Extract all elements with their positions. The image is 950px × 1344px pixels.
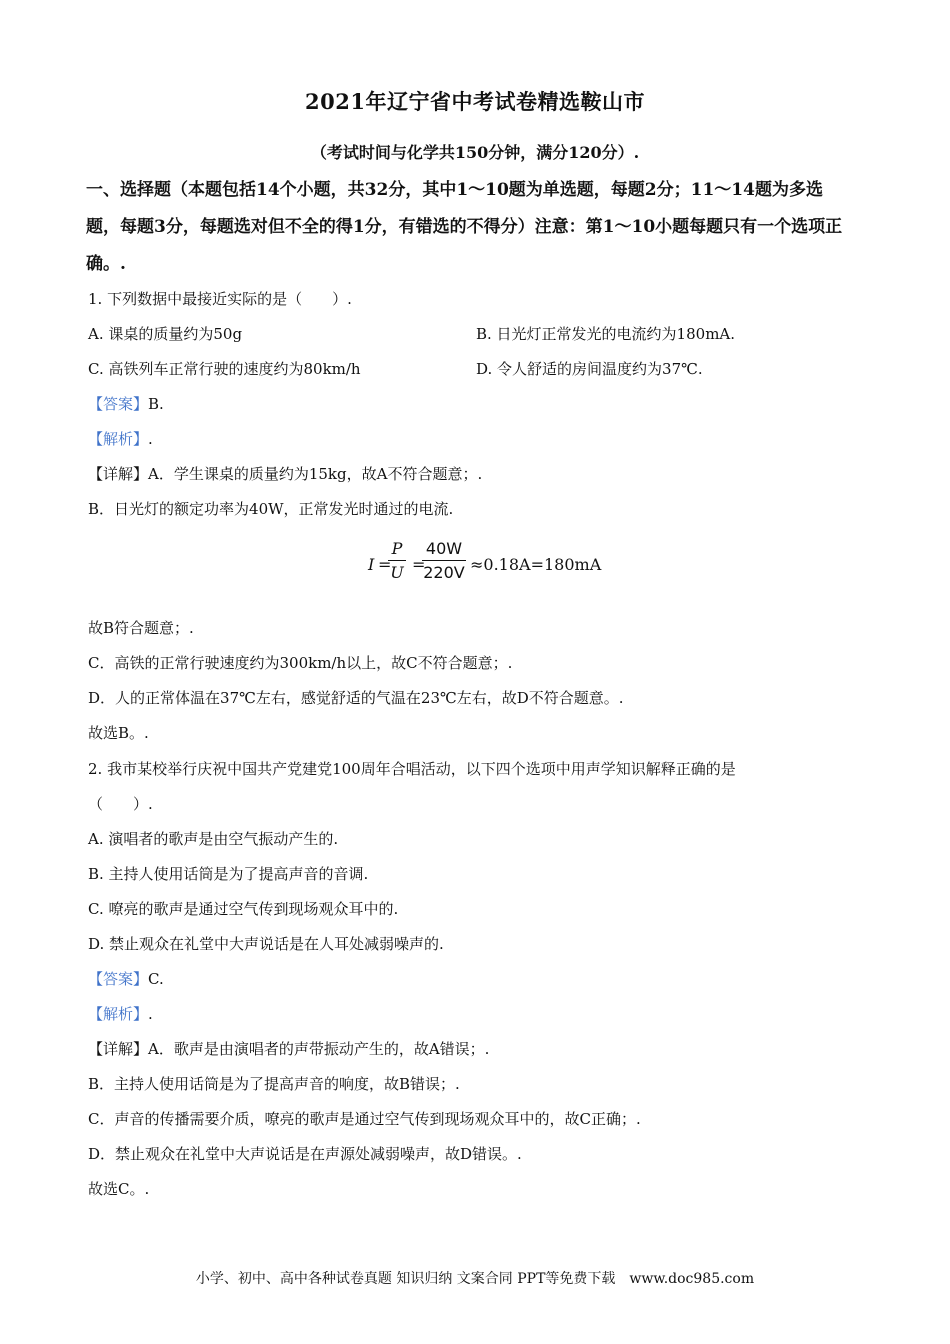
fraction-values [422,539,466,582]
current-formula [364,537,624,593]
q1-option-a: A. 课桌的质量约为50g [88,325,243,343]
fraction-denominator: U [390,563,404,582]
q1-analysis [88,428,153,449]
q2-analysis [88,1003,153,1024]
detail-tag: 【详解】 [88,1040,149,1058]
fraction-bar [422,560,466,561]
analysis-tag: 【解析】 [88,1005,149,1023]
q2-detail-d: D．禁止观众在礼堂中大声说话是在声源处减弱噪声，故D错误。. [88,1145,522,1163]
q2-detail-c: C．声音的传播需要介质，嘹亮的歌声是通过空气传到现场观众耳中的，故C正确；. [88,1110,641,1128]
q1-detail-c: C．高铁的正常行驶速度约为300km/h以上，故C不符合题意；. [88,654,513,672]
answer-value: B. [148,395,164,413]
q1-detail-a [88,463,482,484]
analysis-value: . [148,430,153,448]
answer-value: C. [148,970,164,988]
fraction-numerator: P [391,539,403,558]
q1-option-b: B. 日光灯正常发光的电流约为180mA. [476,325,736,343]
analysis-tag: 【解析】 [88,430,149,448]
q1-option-d: D. 令人舒适的房间温度约为37℃. [476,360,703,378]
formula-lhs: I [368,555,375,574]
formula-equals: = [378,555,392,574]
q1-detail-b: B．日光灯的额定功率为40W，正常发光时通过的电流. [88,500,454,518]
exam-subtitle: （考试时间与化学共150分钟，满分120分）. [310,143,640,162]
q2-final: 故选C。. [88,1180,150,1198]
q1-answer [88,393,164,414]
q2-stem-line2: （ ）. [88,795,153,813]
q2-option-b: B. 主持人使用话筒是为了提高声音的音调. [88,865,369,883]
q2-option-d: D. 禁止观众在礼堂中大声说话是在人耳处减弱噪声的. [88,935,444,953]
document-title: 2021年辽宁省中考试卷精选鞍山市 [305,89,645,114]
q1-detail-d: D．人的正常体温在37℃左右，感觉舒适的气温在23℃左右，故D不符合题意。. [88,689,624,707]
fraction-numerator: 40W [425,539,463,558]
fraction-denominator: 220V [423,563,465,582]
q1-option-c: C. 高铁列车正常行驶的速度约为80km/h [88,360,361,378]
q1-stem: 1. 下列数据中最接近实际的是（ ）. [88,290,352,308]
detail-tag: 【详解】 [88,465,149,483]
formula-result: ≈0.18A=180mA [470,555,602,574]
detail-text: A．学生课桌的质量约为15kg，故A不符合题意；. [148,465,483,483]
q1-conclusion-b: 故B符合题意；. [88,619,194,637]
q2-detail-b: B．主持人使用话筒是为了提高声音的响度，故B错误；. [88,1075,460,1093]
fraction-p-over-u [388,539,406,582]
detail-text: A．歌声是由演唱者的声带振动产生的，故A错误；. [148,1040,490,1058]
q2-option-a: A. 演唱者的歌声是由空气振动产生的. [88,830,339,848]
q2-detail-a [88,1038,489,1059]
q2-answer [88,968,164,989]
formula-equals-2: = [412,555,426,574]
section-heading: 一、选择题（本题包括14个小题，共32分，其中1～10题为单选题，每题2分；11～14题为多选题，每题3分，每题选对但不全的得1分，有错选的不得分）注意：第1～10小题每题只有一个选项正确。. [86,180,843,274]
page-footer: 小学、初中、高中各种试卷真题 知识归纳 文案合同 PPT等免费下载 www.doc985.com [195,1271,755,1287]
q2-option-c: C. 嘹亮的歌声是通过空气传到现场观众耳中的. [88,900,399,918]
answer-tag: 【答案】 [88,395,149,413]
analysis-value: . [148,1005,153,1023]
q1-final: 故选B。. [88,724,149,742]
fraction-bar [388,560,406,561]
answer-tag: 【答案】 [88,970,149,988]
q2-stem-line1: 2. 我市某校举行庆祝中国共产党建党100周年合唱活动，以下四个选项中用声学知识解释正确的是 [88,760,736,778]
